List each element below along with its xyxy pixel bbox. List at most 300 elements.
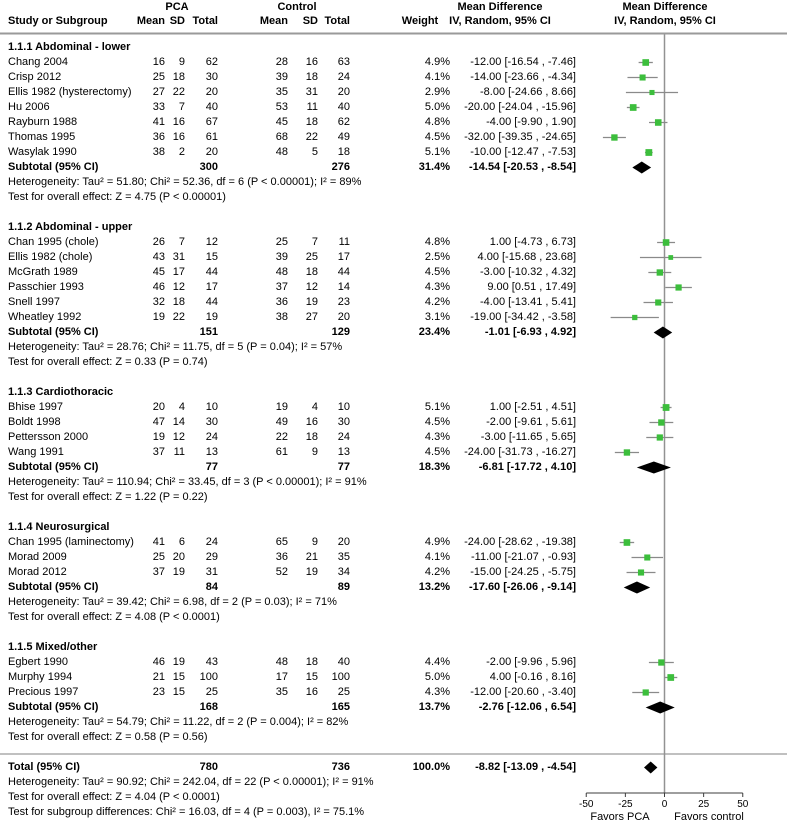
pca-mean: 25: [152, 71, 165, 83]
study-row: [0, 685, 787, 700]
pca-total: 10: [205, 401, 218, 413]
pca-mean: 37: [152, 566, 165, 578]
pca-sd: 20: [172, 551, 185, 563]
ci-text: -12.00 [-16.54 , -7.46]: [470, 56, 576, 68]
control-sd: 19: [305, 566, 318, 578]
pca-sd: 15: [172, 686, 185, 698]
control-sd: 18: [305, 266, 318, 278]
study-name: Boldt 1998: [8, 416, 61, 428]
pca-mean: 43: [152, 251, 165, 263]
control-mean: 49: [275, 416, 288, 428]
subtotal-label: Subtotal (95% CI): [8, 161, 99, 173]
pca-sd: 22: [172, 86, 185, 98]
pca-total: 30: [205, 416, 218, 428]
weight: 4.3%: [424, 686, 450, 698]
subgroup-title-row: [0, 520, 787, 535]
pca-sd: 14: [172, 416, 185, 428]
ci-text: -24.00 [-31.73 , -16.27]: [464, 446, 576, 458]
subtotal-row: [0, 460, 787, 475]
heterogeneity-row: [0, 340, 787, 355]
ci-text: -14.54 [-20.53 , -8.54]: [468, 161, 576, 173]
weight: 4.5%: [424, 446, 450, 458]
control-mean: 68: [275, 131, 288, 143]
study-name: Morad 2012: [8, 566, 67, 578]
heterogeneity-text: Heterogeneity: Tau² = 110.94; Chi² = 33.45, df = 3 (P < 0.00001); I² = 91%: [8, 476, 367, 488]
control-sd: 16: [305, 686, 318, 698]
study-row: [0, 130, 787, 145]
weight: 31.4%: [418, 161, 450, 173]
study-name: Ellis 1982 (hysterectomy): [8, 86, 132, 98]
favors-pca-label: Favors PCA: [590, 811, 650, 823]
pca-mean: 38: [152, 146, 165, 158]
total-label: Total (95% CI): [8, 761, 80, 773]
pca-mean: 20: [152, 401, 165, 413]
subgroup-title: 1.1.5 Mixed/other: [8, 641, 98, 653]
pca-total: 12: [205, 236, 218, 248]
ci-text: -6.81 [-17.72 , 4.10]: [478, 461, 576, 473]
ci-text: -14.00 [-23.66 , -4.34]: [470, 71, 576, 83]
control-total: 77: [337, 461, 350, 473]
control-mean: 61: [275, 446, 288, 458]
plot-mean-difference-header: Mean Difference: [622, 1, 708, 13]
pca-mean: 41: [152, 536, 165, 548]
pca-total: 30: [205, 71, 218, 83]
pca-mean: 33: [152, 101, 165, 113]
study-row: [0, 430, 787, 445]
control-total: 89: [337, 581, 350, 593]
weight: 4.1%: [424, 551, 450, 563]
pca-total: 40: [205, 101, 218, 113]
ci-text: -17.60 [-26.06 , -9.14]: [468, 581, 576, 593]
pca-sd: 6: [178, 536, 185, 548]
pca-total: 61: [205, 131, 218, 143]
control-mean: 35: [275, 686, 288, 698]
study-row: [0, 70, 787, 85]
control-sd: 27: [305, 311, 318, 323]
study-row: [0, 415, 787, 430]
control-total: 63: [337, 56, 350, 68]
total-row: [0, 760, 787, 775]
pca-mean: 19: [152, 311, 165, 323]
control-total: 276: [331, 161, 350, 173]
weight: 5.1%: [424, 401, 450, 413]
control-mean: 19: [275, 401, 288, 413]
weight: 23.4%: [418, 326, 450, 338]
pca-sd: 15: [172, 671, 185, 683]
pca-total: 44: [205, 266, 218, 278]
ci-text: -20.00 [-24.04 , -15.96]: [464, 101, 576, 113]
control-mean: 48: [275, 146, 288, 158]
pca-total: 13: [205, 446, 218, 458]
control-mean: 45: [275, 116, 288, 128]
control-sd: 18: [305, 71, 318, 83]
control-mean: 22: [275, 431, 288, 443]
overall-effect-text: Test for overall effect: Z = 1.22 (P = 0.22): [8, 491, 208, 503]
ci-text: -3.00 [-10.32 , 4.32]: [479, 266, 576, 278]
weight: 4.2%: [424, 296, 450, 308]
study-row: [0, 235, 787, 250]
control-total: 10: [337, 401, 350, 413]
subgroup-title: 1.1.1 Abdominal - lower: [8, 41, 131, 53]
pca-sd: 9: [178, 56, 185, 68]
pca-mean: 16: [152, 56, 165, 68]
x-axis-tick-label: 50: [737, 799, 749, 810]
study-column-header: Study or Subgroup: [8, 15, 108, 27]
control-mean: 65: [275, 536, 288, 548]
study-name: Thomas 1995: [8, 131, 76, 143]
control-total: 20: [337, 536, 350, 548]
control-mean: 39: [275, 251, 288, 263]
control-sd: 18: [305, 116, 318, 128]
heterogeneity-row: [0, 775, 787, 790]
weight: 4.1%: [424, 71, 450, 83]
weight: 4.5%: [424, 266, 450, 278]
control-total: 34: [337, 566, 350, 578]
study-name: Egbert 1990: [8, 656, 68, 668]
subgroup-title: 1.1.2 Abdominal - upper: [8, 221, 133, 233]
ci-text: -2.76 [-12.06 , 6.54]: [478, 701, 576, 713]
pca-total: 43: [205, 656, 218, 668]
control-sd: 21: [305, 551, 318, 563]
pca-sd: 31: [172, 251, 185, 263]
control-mean: 52: [275, 566, 288, 578]
control-total: 129: [331, 326, 350, 338]
subgroup-title: 1.1.4 Neurosurgical: [8, 521, 110, 533]
pca-sd: 7: [178, 236, 185, 248]
subgroup-title-row: [0, 220, 787, 235]
ci-text: -19.00 [-34.42 , -3.58]: [470, 311, 576, 323]
control-group-header: Control: [277, 1, 317, 13]
control-sd: 5: [311, 146, 318, 158]
pca-sd: 16: [172, 131, 185, 143]
overall-effect-row: [0, 190, 787, 205]
control-sd: 12: [305, 281, 318, 293]
control-total: 30: [337, 416, 350, 428]
overall-effect-row: [0, 490, 787, 505]
weight: 4.2%: [424, 566, 450, 578]
pca-sd: 17: [172, 266, 185, 278]
control-total: 44: [337, 266, 350, 278]
subgroup-differences-text: Test for subgroup differences: Chi² = 16.03, df = 4 (P = 0.003), I² = 75.1%: [8, 806, 365, 818]
pca-total: 24: [205, 536, 218, 548]
ci-text: -15.00 [-24.25 , -5.75]: [470, 566, 576, 578]
ci-text: -1.01 [-6.93 , 4.92]: [484, 326, 576, 338]
study-name: Chang 2004: [8, 56, 68, 68]
study-name: Pettersson 2000: [8, 431, 89, 443]
control-total: 35: [337, 551, 350, 563]
favors-control-label: Favors control: [674, 811, 744, 823]
heterogeneity-text: Heterogeneity: Tau² = 90.92; Chi² = 242.04, df = 22 (P < 0.00001); I² = 91%: [8, 776, 374, 788]
control-total: 23: [337, 296, 350, 308]
pca-total-header: Total: [192, 15, 218, 27]
pca-group-header: PCA: [165, 1, 189, 13]
ci-column-header: IV, Random, 95% CI: [449, 15, 551, 27]
weight: 4.5%: [424, 416, 450, 428]
pca-total: 300: [199, 161, 218, 173]
weight: 4.8%: [424, 116, 450, 128]
weight: 100.0%: [412, 761, 450, 773]
study-row: [0, 310, 787, 325]
ci-text: -3.00 [-11.65 , 5.65]: [480, 431, 576, 443]
pca-mean: 21: [152, 671, 165, 683]
control-sd: 15: [305, 671, 318, 683]
subtotal-row: [0, 700, 787, 715]
ci-text: -4.00 [-9.90 , 1.90]: [486, 116, 576, 128]
heterogeneity-row: [0, 595, 787, 610]
control-total: 165: [331, 701, 350, 713]
pca-total: 44: [205, 296, 218, 308]
control-mean: 25: [275, 236, 288, 248]
study-name: Hu 2006: [8, 101, 50, 113]
overall-effect-row: [0, 355, 787, 370]
control-sd: 7: [311, 236, 318, 248]
subtotal-label: Subtotal (95% CI): [8, 461, 99, 473]
ci-text: 1.00 [-4.73 , 6.73]: [489, 236, 576, 248]
ci-text: -11.00 [-21.07 , -0.93]: [471, 551, 576, 563]
pca-total: 151: [199, 326, 218, 338]
ci-text: -8.00 [-24.66 , 8.66]: [479, 86, 576, 98]
ci-text: -32.00 [-39.35 , -24.65]: [464, 131, 576, 143]
ci-text: -4.00 [-13.41 , 5.41]: [479, 296, 576, 308]
pca-mean: 46: [152, 281, 165, 293]
ci-text: -24.00 [-28.62 , -19.38]: [464, 536, 576, 548]
control-total: 13: [337, 446, 350, 458]
control-mean: 48: [275, 266, 288, 278]
study-row: [0, 565, 787, 580]
control-mean: 36: [275, 551, 288, 563]
control-mean: 38: [275, 311, 288, 323]
pca-mean: 41: [152, 116, 165, 128]
pca-mean: 36: [152, 131, 165, 143]
weight: 13.2%: [418, 581, 450, 593]
pca-total: 780: [199, 761, 218, 773]
pca-mean-header: Mean: [136, 15, 165, 27]
subgroup-title-row: [0, 40, 787, 55]
weight: 4.8%: [424, 236, 450, 248]
pca-total: 20: [205, 146, 218, 158]
subgroup-title: 1.1.3 Cardiothoracic: [8, 386, 114, 398]
weight: 3.1%: [424, 311, 450, 323]
study-name: Crisp 2012: [8, 71, 62, 83]
weight: 4.4%: [424, 656, 450, 668]
control-total: 62: [337, 116, 350, 128]
control-sd: 19: [305, 296, 318, 308]
control-sd: 16: [305, 416, 318, 428]
mean-difference-column-header: Mean Difference: [457, 1, 543, 13]
control-mean: 17: [275, 671, 288, 683]
study-row: [0, 445, 787, 460]
pca-mean: 46: [152, 656, 165, 668]
subgroup-title-row: [0, 640, 787, 655]
weight: 4.5%: [424, 131, 450, 143]
study-name: Passchier 1993: [8, 281, 84, 293]
control-mean: 53: [275, 101, 288, 113]
study-name: Chan 1995 (chole): [8, 236, 99, 248]
weight: 5.0%: [424, 101, 450, 113]
study-row: [0, 295, 787, 310]
control-mean: 48: [275, 656, 288, 668]
study-row: [0, 145, 787, 160]
control-total: 40: [337, 656, 350, 668]
overall-effect-text: Test for overall effect: Z = 4.75 (P < 0.00001): [8, 191, 226, 203]
control-mean: 37: [275, 281, 288, 293]
overall-effect-row: [0, 610, 787, 625]
overall-effect-text: Test for overall effect: Z = 4.04 (P < 0.0001): [8, 791, 220, 803]
study-row: [0, 100, 787, 115]
control-sd: 9: [311, 446, 318, 458]
study-row: [0, 655, 787, 670]
ci-text: -2.00 [-9.61 , 5.61]: [486, 416, 576, 428]
pca-sd: 11: [173, 446, 185, 458]
x-axis-tick-label: -50: [579, 799, 594, 810]
pca-sd-header: SD: [169, 15, 185, 27]
ci-text: -8.82 [-13.09 , -4.54]: [475, 761, 576, 773]
pca-total: 15: [205, 251, 218, 263]
pca-total: 62: [205, 56, 218, 68]
pca-sd: 12: [172, 431, 185, 443]
overall-effect-text: Test for overall effect: Z = 0.58 (P = 0.56): [8, 731, 208, 743]
subtotal-row: [0, 580, 787, 595]
subtotal-label: Subtotal (95% CI): [8, 326, 99, 338]
pca-total: 67: [205, 116, 218, 128]
control-total: 736: [331, 761, 350, 773]
ci-text: 4.00 [-15.68 , 23.68]: [477, 251, 576, 263]
ci-text: -12.00 [-20.60 , -3.40]: [470, 686, 576, 698]
pca-total: 77: [205, 461, 218, 473]
study-name: Chan 1995 (laminectomy): [8, 536, 134, 548]
study-row: [0, 85, 787, 100]
pca-sd: 22: [172, 311, 185, 323]
pca-total: 25: [205, 686, 218, 698]
pca-total: 29: [205, 551, 218, 563]
control-sd-header: SD: [302, 15, 318, 27]
heterogeneity-text: Heterogeneity: Tau² = 54.79; Chi² = 11.22, df = 2 (P = 0.004); I² = 82%: [8, 716, 349, 728]
overall-effect-row: [0, 730, 787, 745]
study-name: Precious 1997: [8, 686, 79, 698]
pca-mean: 32: [152, 296, 165, 308]
study-name: Wang 1991: [8, 446, 64, 458]
ci-text: -2.00 [-9.96 , 5.96]: [486, 656, 576, 668]
subtotal-label: Subtotal (95% CI): [8, 701, 99, 713]
pca-sd: 4: [178, 401, 185, 413]
pca-sd: 16: [172, 116, 185, 128]
pca-mean: 26: [152, 236, 165, 248]
study-row: [0, 265, 787, 280]
study-row: [0, 280, 787, 295]
pca-mean: 27: [152, 86, 165, 98]
weight: 4.9%: [424, 536, 450, 548]
ci-text: 9.00 [0.51 , 17.49]: [487, 281, 576, 293]
heterogeneity-row: [0, 175, 787, 190]
study-row: [0, 400, 787, 415]
study-name: Morad 2009: [8, 551, 67, 563]
pca-sd: 12: [172, 281, 185, 293]
control-sd: 22: [305, 131, 318, 143]
study-name: Ellis 1982 (chole): [8, 251, 93, 263]
weight: 18.3%: [418, 461, 450, 473]
control-total: 11: [338, 236, 350, 248]
overall-effect-row: [0, 790, 787, 805]
control-mean: 39: [275, 71, 288, 83]
control-mean: 35: [275, 86, 288, 98]
heterogeneity-text: Heterogeneity: Tau² = 28.76; Chi² = 11.75, df = 5 (P = 0.04); I² = 57%: [8, 341, 343, 353]
subgroup-title-row: [0, 385, 787, 400]
control-mean: 28: [275, 56, 288, 68]
study-row: [0, 670, 787, 685]
control-total: 100: [331, 671, 350, 683]
pca-total: 31: [205, 566, 218, 578]
control-total: 49: [337, 131, 350, 143]
study-name: Bhise 1997: [8, 401, 64, 413]
pca-total: 168: [199, 701, 218, 713]
control-total: 18: [337, 146, 350, 158]
study-name: Murphy 1994: [8, 671, 73, 683]
overall-effect-text: Test for overall effect: Z = 0.33 (P = 0.74): [8, 356, 208, 368]
pca-total: 100: [199, 671, 218, 683]
control-sd: 4: [311, 401, 318, 413]
pca-sd: 2: [178, 146, 185, 158]
weight-column-header: Weight: [401, 15, 439, 27]
weight: 4.9%: [424, 56, 450, 68]
control-sd: 18: [305, 656, 318, 668]
pca-mean: 37: [152, 446, 165, 458]
control-sd: 16: [305, 56, 318, 68]
x-axis-tick-label: 0: [661, 799, 668, 810]
weight: 4.3%: [424, 281, 450, 293]
pca-total: 19: [205, 311, 218, 323]
ci-text: 1.00 [-2.51 , 4.51]: [489, 401, 576, 413]
control-total: 24: [337, 71, 350, 83]
control-total-header: Total: [324, 15, 350, 27]
x-axis-tick-label: -25: [618, 799, 633, 810]
heterogeneity-row: [0, 475, 787, 490]
pca-mean: 25: [152, 551, 165, 563]
control-total: 17: [337, 251, 350, 263]
control-total: 20: [337, 86, 350, 98]
control-total: 24: [337, 431, 350, 443]
control-total: 14: [337, 281, 350, 293]
pca-total: 84: [205, 581, 218, 593]
ci-text: -10.00 [-12.47 , -7.53]: [470, 146, 576, 158]
control-total: 40: [337, 101, 350, 113]
pca-sd: 18: [172, 296, 185, 308]
control-total: 25: [337, 686, 350, 698]
control-sd: 11: [306, 101, 318, 113]
control-sd: 9: [311, 536, 318, 548]
pca-total: 17: [205, 281, 218, 293]
pca-mean: 19: [152, 431, 165, 443]
pca-sd: 19: [172, 566, 185, 578]
pca-sd: 19: [172, 656, 185, 668]
pca-mean: 23: [152, 686, 165, 698]
pca-mean: 45: [152, 266, 165, 278]
heterogeneity-text: Heterogeneity: Tau² = 39.42; Chi² = 6.98, df = 2 (P = 0.03); I² = 71%: [8, 596, 337, 608]
control-sd: 25: [305, 251, 318, 263]
heterogeneity-text: Heterogeneity: Tau² = 51.80; Chi² = 52.36, df = 6 (P < 0.00001); I² = 89%: [8, 176, 362, 188]
weight: 2.9%: [424, 86, 450, 98]
subtotal-label: Subtotal (95% CI): [8, 581, 99, 593]
x-axis-tick-label: 25: [698, 799, 710, 810]
study-name: Wasylak 1990: [8, 146, 77, 158]
heterogeneity-row: [0, 715, 787, 730]
subtotal-row: [0, 325, 787, 340]
pca-total: 20: [205, 86, 218, 98]
weight: 13.7%: [418, 701, 450, 713]
control-mean: 36: [275, 296, 288, 308]
control-sd: 31: [305, 86, 318, 98]
study-name: Snell 1997: [8, 296, 60, 308]
weight: 2.5%: [424, 251, 450, 263]
